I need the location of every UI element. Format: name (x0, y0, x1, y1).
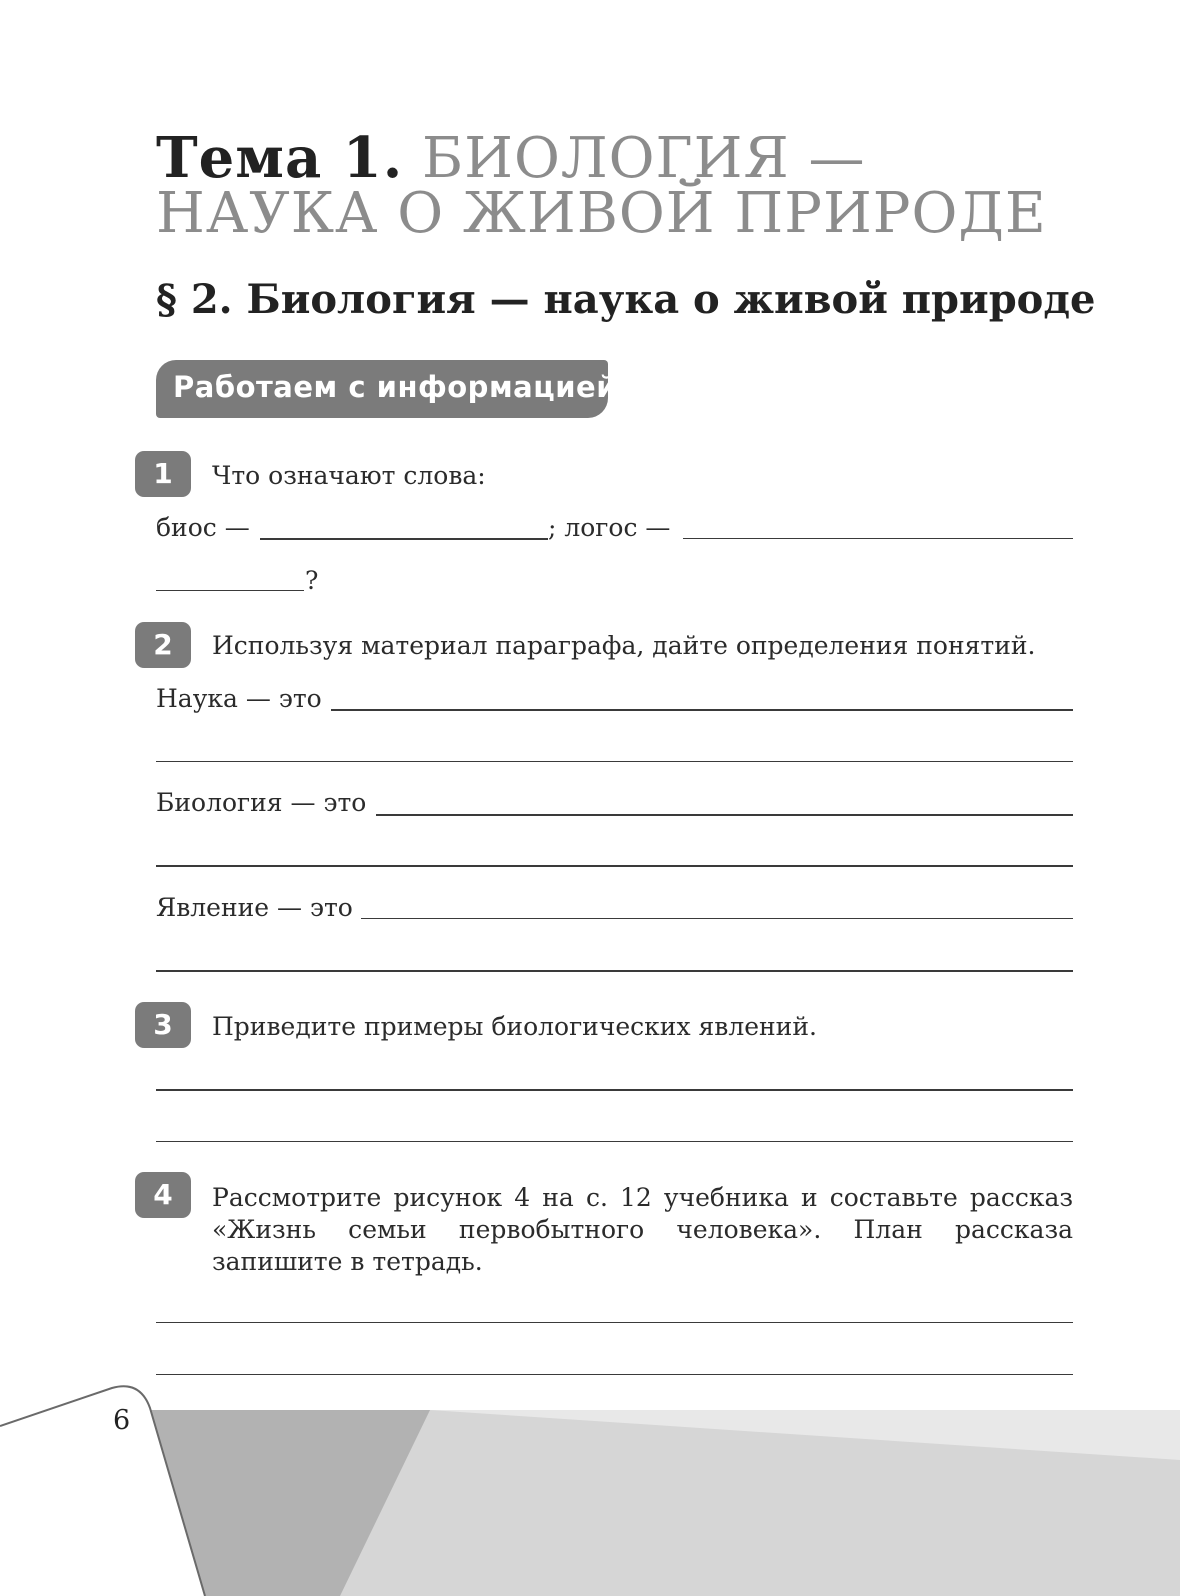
definition-phenomenon-line[interactable] (361, 918, 1073, 919)
section-label-text: Работаем с информацией (173, 370, 618, 404)
paragraph-heading: § 2. Биология — наука о живой природе (156, 276, 1096, 323)
definition-nauka-line[interactable] (331, 709, 1073, 711)
bios-answer-line[interactable] (260, 538, 548, 540)
definition-biology-line-2[interactable] (156, 865, 1073, 867)
definition-nauka-line-2[interactable] (156, 761, 1073, 762)
logos-answer-line-continued[interactable] (156, 590, 304, 591)
task-4-number-badge: 4 (135, 1172, 191, 1218)
section-label (156, 360, 618, 418)
task-2-number-badge: 2 (135, 622, 191, 668)
definition-phenomenon-line-2[interactable] (156, 970, 1073, 972)
logos-answer-line[interactable] (683, 538, 1073, 539)
task-4-answer-line-1[interactable] (156, 1322, 1073, 1323)
definition-nauka-label: Наука — это (156, 684, 322, 713)
logos-label: ; логос — (548, 513, 671, 542)
task-3-answer-line-2[interactable] (156, 1141, 1073, 1142)
footer-decoration (0, 1380, 1200, 1596)
topic-prefix: Тема 1. (156, 125, 404, 191)
task-3-answer-line-1[interactable] (156, 1089, 1073, 1091)
definition-biology-label: Биология — это (156, 788, 367, 817)
definition-phenomenon-label: Явление — это (156, 893, 353, 922)
task-3-number-badge: 3 (135, 1002, 191, 1048)
topic-title-line1: БИОЛОГИЯ — (422, 126, 866, 191)
topic-heading (156, 125, 866, 191)
bios-label: биос — (156, 513, 250, 542)
page-number: 6 (113, 1405, 131, 1436)
question-mark: ? (305, 566, 319, 595)
task-4-text: Рассмотрите рисунок 4 на с. 12 учебника и составьте рассказ «Жизнь семьи первобытного человека». План рассказа запишите в тетрадь. (212, 1183, 1073, 1276)
task-4-answer-line-2[interactable] (156, 1374, 1073, 1375)
task-1-number-badge: 1 (135, 451, 191, 497)
task-1-text: Что означают слова: (212, 461, 486, 490)
task-2-text: Используя материал параграфа, дайте определения понятий. (212, 631, 1036, 660)
definition-biology-line[interactable] (376, 814, 1073, 816)
topic-title-line2: НАУКА О ЖИВОЙ ПРИРОДЕ (156, 181, 1047, 246)
task-3-text: Приведите примеры биологических явлений. (212, 1012, 817, 1041)
